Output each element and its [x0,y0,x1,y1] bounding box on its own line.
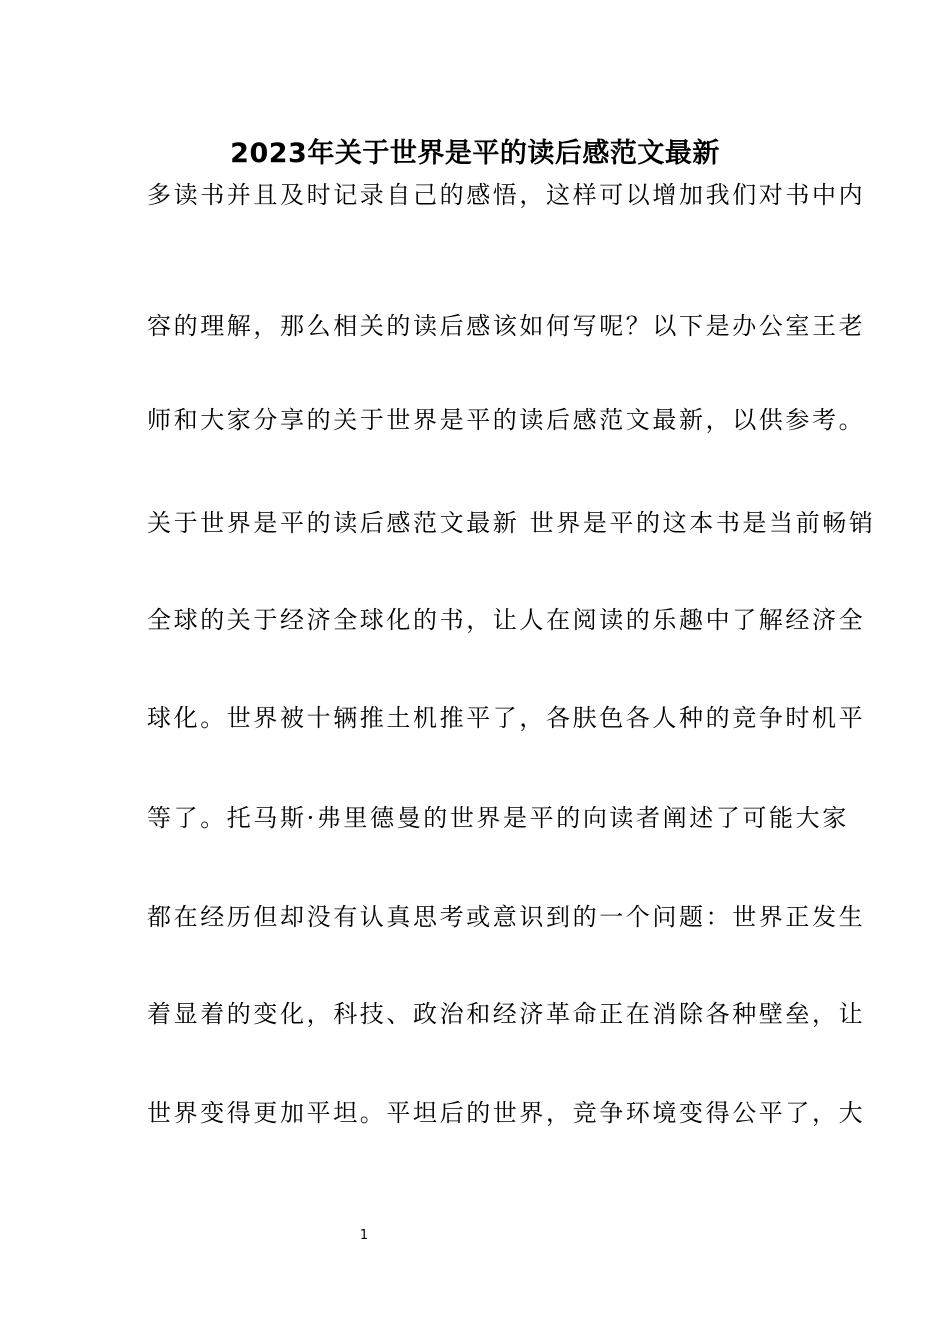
body-line: 容的理解，那么相关的读后感该如何写呢？以下是办公室王老 [147,312,866,340]
body-line: 关于世界是平的读后感范文最新 世界是平的这本书是当前畅销 [147,509,876,537]
body-line: 等了。托马斯·弗里德曼的世界是平的向读者阐述了可能大家 [147,804,849,832]
document-title: 2023年关于世界是平的读后感范文最新 [230,138,720,169]
body-line: 着显着的变化，科技、政治和经济革命正在消除各种壁垒，让 [147,1000,866,1028]
body-line: 世界变得更加平坦。平坦后的世界，竞争环境变得公平了，大 [147,1099,866,1127]
page-number: 1 [359,1228,369,1243]
body-line: 球化。世界被十辆推土机推平了，各肤色各人种的竞争时机平 [147,704,866,732]
body-line: 全球的关于经济全球化的书，让人在阅读的乐趣中了解经济全 [147,606,866,634]
body-line: 多读书并且及时记录自己的感悟，这样可以增加我们对书中内 [147,181,866,209]
body-line: 都在经历但却没有认真思考或意识到的一个问题：世界正发生 [147,903,866,931]
body-line: 师和大家分享的关于世界是平的读后感范文最新，以供参考。 [147,406,866,434]
